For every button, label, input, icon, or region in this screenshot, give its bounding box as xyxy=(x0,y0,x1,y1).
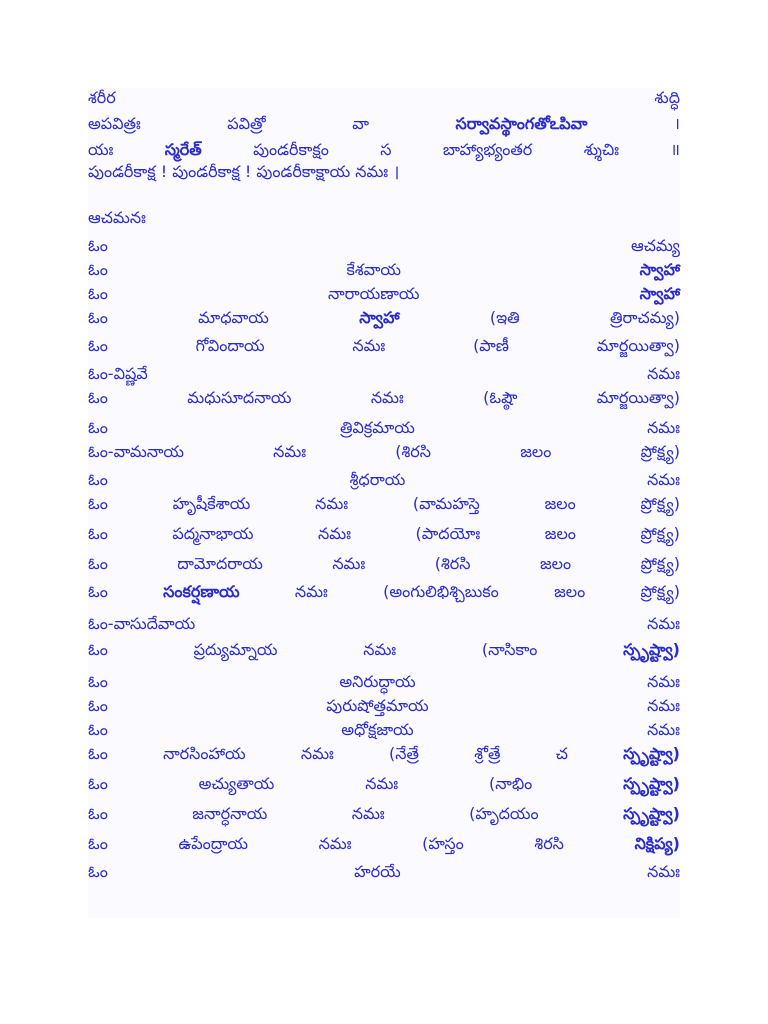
word: శరీర xyxy=(88,88,116,107)
word: ఓం xyxy=(88,582,108,601)
text-line xyxy=(88,112,680,138)
text-line xyxy=(88,640,680,672)
word: ప్రోక్ష్య) xyxy=(640,494,680,513)
text-line xyxy=(88,284,680,308)
text-line xyxy=(88,162,680,188)
word: నమః xyxy=(351,804,385,823)
text-line xyxy=(88,804,680,834)
word: నారాయణాయ xyxy=(328,284,420,303)
word: (నాభిం xyxy=(488,774,533,793)
word: నిక్షిప్య) xyxy=(634,834,680,853)
word: జనార్ధనాయ xyxy=(192,804,268,823)
text-line xyxy=(88,418,680,442)
word: (నేత్రే xyxy=(389,744,419,763)
word: (హస్తం xyxy=(422,834,464,853)
word: (వామహస్తె xyxy=(412,494,480,513)
word: ఓం xyxy=(88,308,108,327)
word: ప్రోక్ష్య) xyxy=(640,554,680,573)
word: (శిరసి xyxy=(434,554,471,573)
word: ఓం xyxy=(88,388,108,407)
word: నమః xyxy=(318,834,352,853)
word: శ్రోత్రే xyxy=(474,744,501,763)
word: నమః xyxy=(300,744,334,763)
word: నమః xyxy=(647,696,680,715)
word: ప్రోక్ష్య) xyxy=(640,582,680,601)
word: (శిరసి xyxy=(395,442,432,461)
word: దామోదరాయ xyxy=(177,554,263,573)
word: హృషీకేశాయ xyxy=(172,494,251,513)
word: స్పృష్ట్వా) xyxy=(623,640,680,659)
word: ఓం xyxy=(88,640,108,659)
word: (హృదయం xyxy=(469,804,539,823)
word: నమః xyxy=(332,554,366,573)
word: నమః xyxy=(318,524,351,543)
text-line xyxy=(88,582,680,614)
section-gap xyxy=(88,188,680,208)
achamana-heading xyxy=(88,208,680,236)
word: ఓం xyxy=(88,260,108,279)
text-line xyxy=(88,696,680,720)
word: జలం xyxy=(539,554,572,573)
word: (నాసికాం xyxy=(481,640,538,659)
word: ఓం xyxy=(88,418,108,437)
word: సర్వావస్థాంగతోఽపివా xyxy=(455,114,588,133)
word: ఓం xyxy=(88,524,108,543)
word: పురుషోత్తమాయ xyxy=(326,696,429,715)
word: ఓం xyxy=(88,470,108,489)
word: శ్రీధరాయ xyxy=(349,470,406,489)
word: నమః xyxy=(647,862,680,881)
word: స్పృష్ట్వా) xyxy=(623,804,680,823)
word: నమః xyxy=(647,418,680,437)
text-line xyxy=(88,834,680,862)
achamana-title: ఆచమనః xyxy=(88,208,146,227)
word: జలం xyxy=(544,494,576,513)
word: ఓం xyxy=(88,862,108,881)
text-line xyxy=(88,336,680,364)
word: కేశవాయ xyxy=(346,260,401,279)
word: బాహ్యాభ్యంతర xyxy=(442,140,533,159)
text-line xyxy=(88,862,680,892)
word: మార్జయిత్వా) xyxy=(596,336,680,355)
text-line xyxy=(88,236,680,260)
word: ॥ xyxy=(670,140,680,159)
word: (ఓష్ఠౌ xyxy=(483,388,518,407)
word: ఓం xyxy=(88,554,108,573)
document-content xyxy=(88,88,680,918)
text-line xyxy=(88,260,680,284)
word: జలం xyxy=(554,582,586,601)
word: నమః xyxy=(647,364,680,383)
word: ఉపేంద్రాయ xyxy=(178,834,248,853)
word: గోవిందాయ xyxy=(195,336,265,355)
word: నమః xyxy=(370,388,404,407)
achamana-block xyxy=(88,236,680,892)
text-line xyxy=(88,524,680,554)
word: అధోక్షజాయ xyxy=(341,720,414,739)
word: స్వాహా xyxy=(639,260,680,279)
word: స్పృష్ట్వా) xyxy=(623,744,680,763)
word: ఓం xyxy=(88,834,108,853)
word: నమః xyxy=(647,720,680,739)
word: ప్రోక్ష్య) xyxy=(640,524,680,543)
text-line xyxy=(88,614,680,640)
word: త్రిరాచమ్య) xyxy=(609,308,680,327)
word: చ xyxy=(555,744,568,763)
word: ఓం-వాసుదేవాయ xyxy=(88,614,196,633)
text-line xyxy=(88,774,680,804)
word: ఓం xyxy=(88,774,108,793)
word: పుండరీకాక్షం xyxy=(253,140,329,159)
word: వా xyxy=(352,114,369,133)
word: నమః xyxy=(352,336,386,355)
word: శుద్ధి xyxy=(654,88,680,107)
word: ఓం xyxy=(88,336,108,355)
text-line xyxy=(88,364,680,388)
word: త్రివిక్రమాయ xyxy=(340,418,415,437)
word: జలం xyxy=(544,524,576,543)
word: సంకర్షణాయ xyxy=(163,582,240,601)
word: ఓం-విష్ణవే xyxy=(88,364,148,383)
text-line xyxy=(88,554,680,582)
shuddhi-block xyxy=(88,88,680,188)
word: అచ్యుతాయ xyxy=(198,774,275,793)
word: స్పృష్ట్వా) xyxy=(623,774,680,793)
word: పద్మనాభాయ xyxy=(172,524,254,543)
text-line xyxy=(88,138,680,162)
word: ఓం xyxy=(88,284,108,303)
word: పవిత్రో xyxy=(227,114,266,133)
text-line xyxy=(88,308,680,336)
word: నారసింహాయ xyxy=(163,744,246,763)
text-line xyxy=(88,470,680,494)
text-line xyxy=(88,720,680,744)
word: ఓం xyxy=(88,672,108,691)
word: ఓం xyxy=(88,236,108,255)
text-line xyxy=(88,672,680,696)
word: ఓం xyxy=(88,696,108,715)
word: స్వాహా xyxy=(639,284,680,303)
word: మాధవాయ xyxy=(198,308,269,327)
word: మార్జయిత్వా) xyxy=(596,388,680,407)
word: శ్శుచిః xyxy=(583,140,619,159)
word: పుండరీకాక్ష ! పుండరీకాక్ష ! పుండరీకాక్షాయ నమః । xyxy=(88,162,400,181)
word: ఓం xyxy=(88,720,108,739)
text-line xyxy=(88,388,680,418)
word: ఓం xyxy=(88,744,108,763)
word: హరయే xyxy=(354,862,401,881)
word: నమః xyxy=(647,672,680,691)
text-line xyxy=(88,88,680,112)
word: ఆచమ్య xyxy=(630,236,680,255)
word: (పాదయోః xyxy=(415,524,481,543)
word: నమః xyxy=(273,442,307,461)
word: జలం xyxy=(520,442,552,461)
text-line xyxy=(88,744,680,774)
word: (పాణీ xyxy=(473,336,510,355)
word: అపవిత్రః xyxy=(88,114,141,133)
word: నమః xyxy=(647,470,680,489)
word: (ఇతి xyxy=(489,308,520,327)
word: స xyxy=(380,140,392,159)
word: అనిరుద్ధాయ xyxy=(339,672,416,691)
word: నమః xyxy=(315,494,349,513)
word: శిరసి xyxy=(534,834,564,853)
word: ప్రద్యుమ్నాయ xyxy=(193,640,278,659)
word: ప్రోక్ష్య) xyxy=(640,442,680,461)
text-line xyxy=(88,442,680,470)
word: నమః xyxy=(647,614,680,633)
word: ఓం xyxy=(88,494,108,513)
word: (అంగులిభిశ్చిబుకం xyxy=(383,582,499,601)
word: స్మరేత్ xyxy=(164,140,202,159)
word: యః xyxy=(88,140,114,159)
word: స్వాహా xyxy=(359,308,400,327)
word: నమః xyxy=(365,774,399,793)
word: మధుసూదనాయ xyxy=(187,388,292,407)
text-line xyxy=(88,494,680,524)
word: ఓం-వామనాయ xyxy=(88,442,184,461)
word: నమః xyxy=(294,582,328,601)
word: ఓం xyxy=(88,804,108,823)
word: । xyxy=(673,114,680,133)
word: నమః xyxy=(363,640,397,659)
